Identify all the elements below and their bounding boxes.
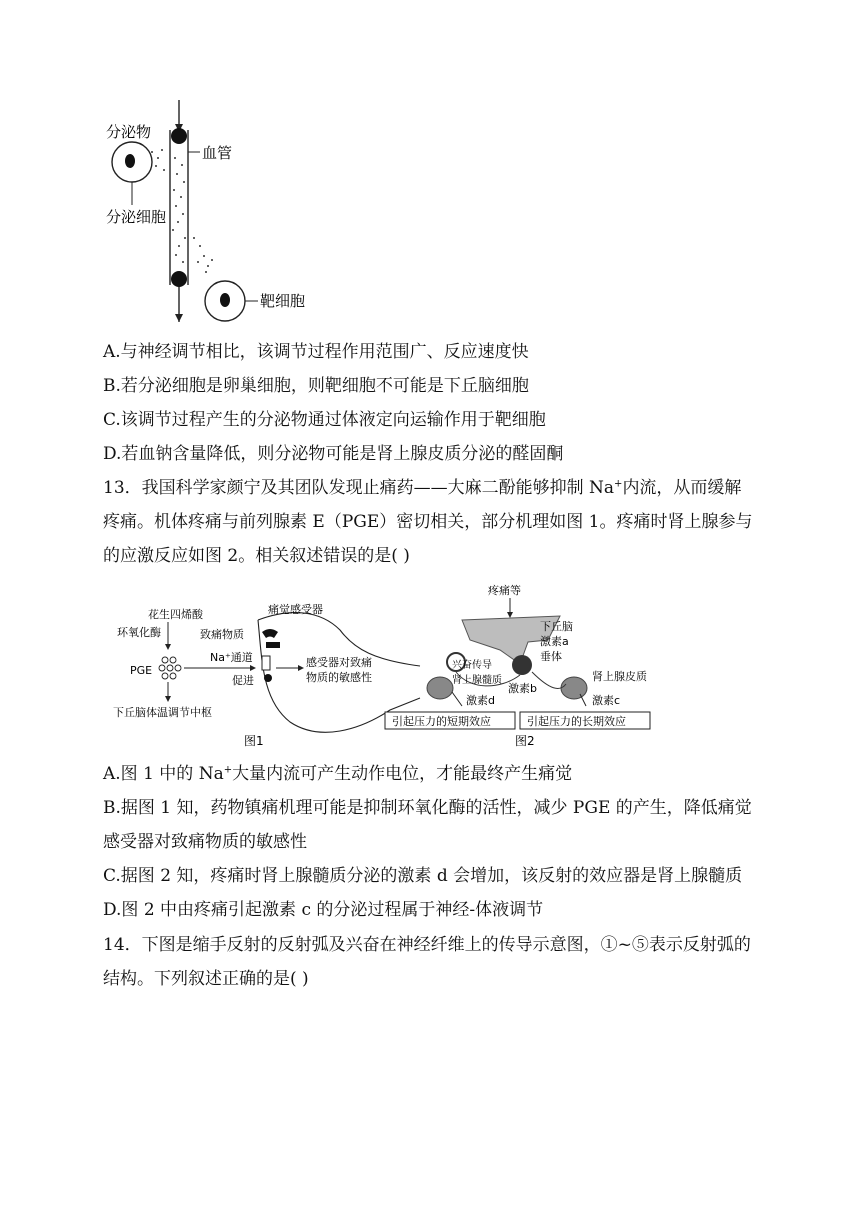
secretion-label: 分泌物: [106, 123, 152, 141]
svg-text:引起压力的长期效应: 引起压力的长期效应: [527, 715, 626, 728]
svg-text:痛觉感受器: 痛觉感受器: [268, 603, 323, 616]
endocrine-diagram: [0, 0, 860, 340]
q13-option-c: C.据图 2 知，疼痛时肾上腺髓质分泌的激素 d 会增加，该反射的效应器是肾上腺髓质: [103, 866, 743, 886]
target-cell-label: 靶细胞: [260, 292, 306, 310]
q13-stem-line2: 疼痛。机体疼痛与前列腺素 E（PGE）密切相关，部分机理如图 1。疼痛时肾上腺参与: [103, 512, 753, 532]
secretory-cell-label: 分泌细胞: [106, 208, 167, 226]
svg-text:下丘脑体温调节中枢: 下丘脑体温调节中枢: [113, 706, 212, 719]
svg-text:激素c: 激素c: [592, 694, 621, 707]
svg-text:激素b: 激素b: [508, 682, 537, 695]
svg-text:图1: 图1: [244, 734, 264, 748]
svg-text:激素a: 激素a: [540, 635, 569, 648]
svg-text:兴奋传导: 兴奋传导: [452, 660, 492, 671]
svg-text:致痛物质: 致痛物质: [200, 628, 244, 641]
figure-1-and-2: [0, 580, 860, 760]
svg-text:肾上腺髓质: 肾上腺髓质: [452, 675, 502, 686]
svg-text:图2: 图2: [515, 734, 535, 748]
svg-text:感受器对致痛: 感受器对致痛: [306, 656, 372, 669]
svg-text:肾上腺皮质: 肾上腺皮质: [592, 670, 647, 683]
q12-option-a: A.与神经调节相比，该调节过程作用范围广、反应速度快: [103, 342, 529, 362]
svg-text:下丘脑: 下丘脑: [540, 620, 573, 633]
q13-option-b-line1: B.据图 1 知，药物镇痛机理可能是抑制环氧化酶的活性，减少 PGE 的产生，降低痛觉: [103, 798, 752, 818]
q13-option-b-line2: 感受器对致痛物质的敏感性: [103, 832, 307, 852]
svg-text:引起压力的短期效应: 引起压力的短期效应: [392, 715, 491, 728]
q13-option-d: D.图 2 中由疼痛引起激素 c 的分泌过程属于神经-体液调节: [103, 900, 544, 920]
adrenal-right: [561, 677, 587, 699]
svg-text:Na⁺通道: Na⁺通道: [210, 651, 253, 664]
figure-1: [113, 602, 420, 748]
q14-stem-line2: 结构。下列叙述正确的是( ): [103, 969, 309, 989]
vessel-label: 血管: [202, 144, 233, 162]
q13-stem-line1: 13．我国科学家颜宁及其团队发现止痛药——大麻二酚能够抑制 Na+内流，从而缓解: [103, 478, 742, 498]
svg-text:疼痛等: 疼痛等: [488, 584, 521, 597]
q12-option-d: D.若血钠含量降低，则分泌物可能是肾上腺皮质分泌的醛固酮: [103, 444, 564, 464]
svg-text:花生四烯酸: 花生四烯酸: [148, 608, 203, 621]
q12-option-b: B.若分泌细胞是卵巢细胞，则靶细胞不可能是下丘脑细胞: [103, 376, 529, 396]
q14-stem-line1: 14．下图是缩手反射的反射弧及兴奋在神经纤维上的传导示意图，①~⑤表示反射弧的: [103, 935, 751, 955]
adrenal-left: [427, 677, 453, 699]
svg-text:环氧化酶: 环氧化酶: [117, 626, 161, 639]
svg-text:促进: 促进: [232, 674, 254, 687]
figure-2: [385, 584, 650, 748]
q13-option-a: A.图 1 中的 Na+大量内流可产生动作电位，才能最终产生痛觉: [103, 764, 573, 784]
svg-text:垂体: 垂体: [540, 650, 562, 663]
svg-text:PGE: PGE: [130, 664, 153, 677]
svg-text:物质的敏感性: 物质的敏感性: [306, 671, 372, 684]
q12-option-c: C.该调节过程产生的分泌物通过体液定向运输作用于靶细胞: [103, 410, 546, 430]
q13-stem-line3: 的应激反应如图 2。相关叙述错误的是( ): [103, 546, 410, 566]
svg-text:激素d: 激素d: [466, 694, 495, 707]
